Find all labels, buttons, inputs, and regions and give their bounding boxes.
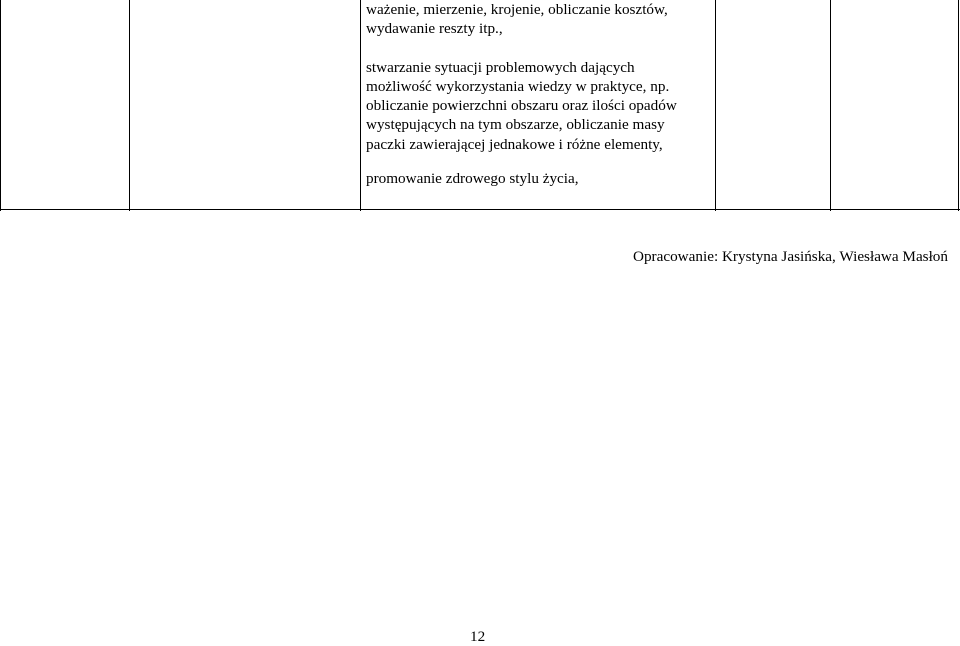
table-column-divider-2: [360, 0, 361, 211]
author-credit: Opracowanie: Krystyna Jasińska, Wiesława Masłoń: [632, 248, 948, 265]
content-line: paczki zawierającej jednakowe i różne elementy,: [366, 135, 663, 153]
table-column-divider-3: [715, 0, 716, 211]
page-number: 12: [470, 628, 486, 645]
table-column-divider-1: [129, 0, 130, 211]
content-line: występujących na tym obszarze, obliczanie masy: [366, 116, 665, 134]
content-table: [0, 0, 960, 211]
content-line: ważenie, mierzenie, krojenie, obliczanie kosztów,: [366, 1, 668, 18]
table-border-left: [0, 0, 1, 211]
content-line: stwarzanie sytuacji problemowych dających: [366, 58, 635, 76]
table-cell-content: [366, 0, 711, 188]
content-line: obliczanie powierzchni obszaru oraz ilości opadów: [366, 97, 677, 115]
content-line: wydawanie reszty itp.,: [366, 20, 503, 38]
table-border-bottom: [0, 209, 960, 210]
table-column-divider-4: [830, 0, 831, 211]
content-line: możliwość wykorzystania wiedzy w praktyce, np.: [366, 77, 670, 95]
content-line: promowanie zdrowego stylu życia,: [366, 170, 579, 188]
table-border-right: [958, 0, 959, 211]
